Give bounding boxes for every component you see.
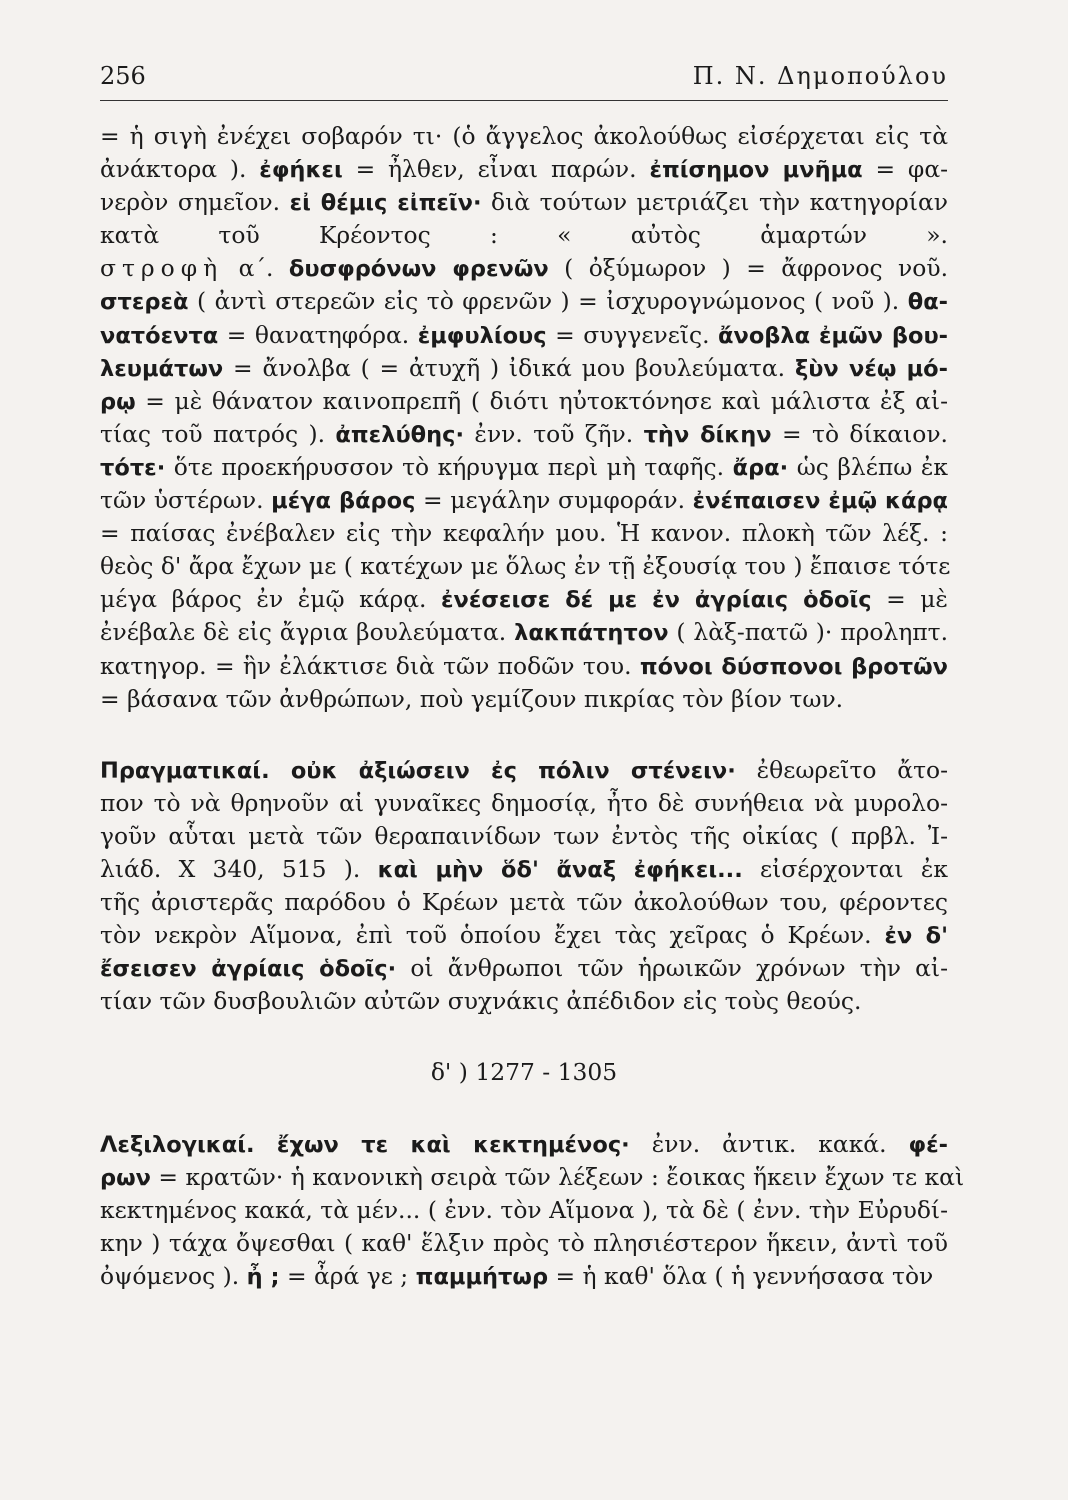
text-run: τὸν νεκρὸν Αἵμονα, ἐπὶ τοῦ ὁποίου ἔχει τὰς χεῖρας ὁ Κρέων. — [100, 921, 885, 950]
text-line — [100, 1194, 948, 1227]
text-run: γοῦν αὗται μετὰ τῶν θεραπαινίδων των ἐντὸς τῆς οἰκίας ( πρβλ. Ἰ- — [100, 821, 948, 850]
bold-lemma: ἐνέπαισεν ἐμῷ κάρᾳ — [692, 488, 949, 515]
text-run: εἰσέρχονται ἐκ — [742, 854, 948, 883]
text-line — [100, 616, 948, 649]
page-number: 256 — [100, 62, 146, 90]
text-run: = μεγάλην συμφοράν. — [415, 486, 693, 515]
section-heading: δ' ) 1277 - 1305 — [430, 1058, 618, 1087]
bold-lemma: Πραγματικαί. οὐκ ἀξιώσειν ἐς πόλιν στένειν· — [100, 757, 736, 784]
bold-lemma: Λεξιλογικαί. ἔχων τε καὶ κεκτημένος· — [100, 1131, 630, 1158]
bold-lemma: ἄρα· — [732, 454, 789, 481]
bold-lemma: ἀπελύθης· — [335, 421, 464, 448]
bold-lemma: ρῳ — [100, 388, 136, 415]
bold-lemma: ἄνοβλα ἐμῶν βου- — [718, 322, 948, 349]
text-line — [100, 385, 948, 418]
text-line — [100, 219, 948, 252]
bold-lemma: στερεὰ — [100, 289, 189, 316]
bold-lemma: θα- — [907, 289, 948, 316]
text-run: ἐνν. τοῦ ζῆν. — [464, 419, 644, 448]
text-line — [100, 820, 948, 853]
text-line — [100, 418, 948, 451]
text-run: τῶν ὑστέρων. — [100, 486, 272, 515]
text-line — [100, 451, 948, 484]
text-run: πον τὸ νὰ θρηνοῦν αἱ γυναῖκες δημοσίᾳ, ἦτο δὲ συνήθεια νὰ μυρολο- — [100, 788, 948, 817]
paragraph-gap — [100, 1018, 948, 1056]
bold-lemma: πόνοι δύσπονοι βροτῶν — [639, 653, 948, 680]
text-run: ἐνέβαλε δὲ εἰς ἄγρια βουλεύματα. — [100, 618, 515, 647]
text-line — [100, 1260, 948, 1293]
text-line — [100, 120, 948, 153]
text-line — [100, 650, 948, 683]
text-run: τῆς ἀριστερᾶς παρόδου ὁ Κρέων μετὰ τῶν ἀκολούθων του, φέροντες — [100, 888, 948, 917]
text-run: ἐνν. ἀντικ. κακά. — [629, 1129, 909, 1158]
text-run: = μὲ — [871, 585, 948, 614]
text-run: = κρατῶν· ἡ κανονικὴ σειρὰ τῶν λέξεων : ἔοικας ἥκειν ἔχων τε καὶ — [151, 1162, 965, 1191]
running-header — [100, 60, 948, 101]
text-run: ὡς βλέπω ἐκ — [788, 452, 949, 481]
text-run: τίαν τῶν δυσβουλιῶν αὐτῶν συχνάκις ἀπέδιδον εἰς τοὺς θεούς. — [100, 987, 862, 1016]
text-run: ὀψόμενος ). — [100, 1261, 247, 1290]
text-run: διὰ τούτων μετριάζει τὴν κατηγορίαν — [481, 188, 948, 217]
body-text — [100, 120, 965, 1293]
bold-lemma: νατόεντα — [100, 322, 219, 349]
bold-lemma: ξὺν νέῳ μό- — [794, 355, 948, 382]
text-run: = τὸ δίκαιον. — [771, 419, 948, 448]
text-line — [100, 319, 948, 352]
text-run: = βάσανα τῶν ἀνθρώπων, ποὺ γεμίζουν πικρίας τὸν βίον των. — [100, 684, 844, 713]
text-line — [100, 1161, 965, 1194]
bold-lemma: ρων — [100, 1164, 151, 1191]
text-run: κην ) τάχα ὄψεσθαι ( καθ' ἕλξιν πρὸς τὸ πλησιέστερον ἥκειν, ἀντὶ τοῦ — [100, 1228, 948, 1257]
text-line — [100, 252, 948, 285]
text-run: = ἄνολβα ( = ἀτυχῆ ) ἰδικά μου βουλεύματα. — [223, 353, 795, 382]
text-run: κεκτημένος κακά, τὰ μέν... ( ἐνν. τὸν Αἵμονα ), τὰ δὲ ( ἐνν. τὴν Εὐρυδί- — [100, 1195, 948, 1224]
text-line — [100, 352, 948, 385]
paragraph-lexical-notes-2 — [100, 1128, 965, 1293]
bold-lemma: λευμάτων — [100, 355, 224, 382]
text-run: ἐθεωρεῖτο ἄτο- — [735, 755, 949, 784]
text-run: = θανατηφόρα. — [218, 320, 418, 349]
text-line — [100, 952, 948, 985]
text-run: = ἡ σιγὴ ἐνέχει σοβαρόν τι· (ὁ ἄγγελος ἀκολούθως εἰσέρχεται εἰς τὰ — [100, 122, 948, 150]
bold-lemma: παμμήτωρ — [415, 1263, 549, 1290]
spaced-term: στροφὴ — [100, 254, 224, 283]
bold-lemma: ἦ ; — [246, 1263, 280, 1290]
bold-lemma: δυσφρόνων φρενῶν — [288, 256, 549, 283]
text-line — [100, 754, 948, 787]
bold-lemma: καὶ μὴν ὅδ' ἄναξ ἐφήκει... — [377, 856, 743, 883]
text-run: κατηγορ. = ἣν ἐλάκτισε διὰ τῶν ποδῶν του. — [100, 651, 640, 680]
paragraph-gap — [100, 1090, 948, 1128]
text-line — [100, 153, 948, 186]
text-line — [100, 1128, 948, 1161]
text-line — [100, 787, 948, 820]
text-run: θεὸς δ' ἄρα ἔχων με ( κατέχων με ὅλως ἐν τῇ ἐξουσίᾳ του ) ἔπαισε τότε — [100, 552, 951, 581]
text-run: μέγα βάρος ἐν ἐμῷ κάρᾳ. — [100, 585, 442, 614]
text-line — [100, 919, 948, 952]
bold-lemma: ἐν δ' — [884, 923, 948, 950]
text-run: ( ὀξύμωρον ) = ἄφρονος νοῦ. — [548, 254, 949, 283]
text-line — [100, 886, 948, 919]
text-line — [100, 186, 948, 219]
bold-lemma: ἐπίσημον μνῆμα — [649, 157, 863, 184]
text-line — [100, 683, 948, 716]
text-run: = μὲ θάνατον καινοπρεπῆ ( διότι ηὐτοκτόνησε καὶ μάλιστα ἐξ αἰ- — [135, 386, 948, 415]
text-line — [100, 985, 948, 1018]
text-run: νερὸν σημεῖον. — [100, 188, 290, 217]
text-run: τίας τοῦ πατρός ). — [100, 419, 336, 448]
text-run: κατὰ τοῦ Κρέοντος : « αὐτὸς ἁμαρτών ». — [100, 221, 948, 250]
text-line — [100, 583, 948, 616]
bold-lemma: ἔσεισεν ἀγρίαις ὁδοῖς· — [100, 956, 397, 983]
bold-lemma: ἐφήκει — [259, 157, 343, 184]
text-run: ( ἀντὶ στερεῶν εἰς τὸ φρενῶν ) = ἰσχυρογνώμονος ( νοῦ ). — [188, 287, 908, 316]
bold-lemma: φέ- — [908, 1131, 948, 1158]
text-run: = ἆρά γε ; — [279, 1261, 416, 1290]
bold-lemma: ἐμφυλίους — [417, 322, 547, 349]
bold-lemma: τότε· — [100, 454, 166, 481]
text-run: ( λὰξ-πατῶ )· προληπτ. — [668, 618, 949, 647]
text-run: α΄. — [223, 254, 289, 283]
bold-lemma: μέγα βάρος — [271, 488, 416, 515]
text-line — [100, 484, 948, 517]
bold-lemma: εἰ θέμις εἰπεῖν· — [289, 190, 482, 217]
bold-lemma: τὴν δίκην — [643, 421, 772, 448]
paragraph-gap — [100, 716, 948, 754]
running-head-author: Π. Ν. Δημοπούλου — [692, 62, 948, 90]
text-run: ὅτε προεκήρυσσον τὸ κήρυγμα περὶ μὴ ταφῆς. — [165, 452, 733, 481]
paragraph-lexical-notes — [100, 120, 951, 716]
text-line — [100, 517, 948, 550]
text-run: = παίσας ἐνέβαλεν εἰς τὴν κεφαλήν μου. Ἡ κανον. πλοκὴ τῶν λέξ. : — [100, 519, 948, 548]
text-run: λιάδ. Χ 340, 515 ). — [100, 854, 378, 883]
text-run: ἀνάκτορα ). — [100, 155, 260, 184]
bold-lemma: λακπάτητον — [514, 620, 669, 647]
text-run: = ἡ καθ' ὅλα ( ἡ γεννήσασα τὸν — [548, 1261, 934, 1290]
text-run: = ἦλθεν, εἶναι παρών. — [342, 155, 650, 184]
text-run: οἱ ἄνθρωποι τῶν ἡρωικῶν χρόνων τὴν αἰ- — [396, 954, 948, 983]
text-line — [100, 1227, 948, 1260]
text-run: = συγγενεῖς. — [546, 320, 719, 349]
text-line — [100, 550, 951, 583]
text-run: = φα- — [862, 155, 949, 184]
paragraph-factual-notes — [100, 754, 948, 1019]
text-line — [100, 285, 948, 318]
text-line — [100, 853, 948, 886]
bold-lemma: ἐνέσεισε δέ με ἐν ἀγρίαις ὁδοῖς — [441, 587, 872, 614]
